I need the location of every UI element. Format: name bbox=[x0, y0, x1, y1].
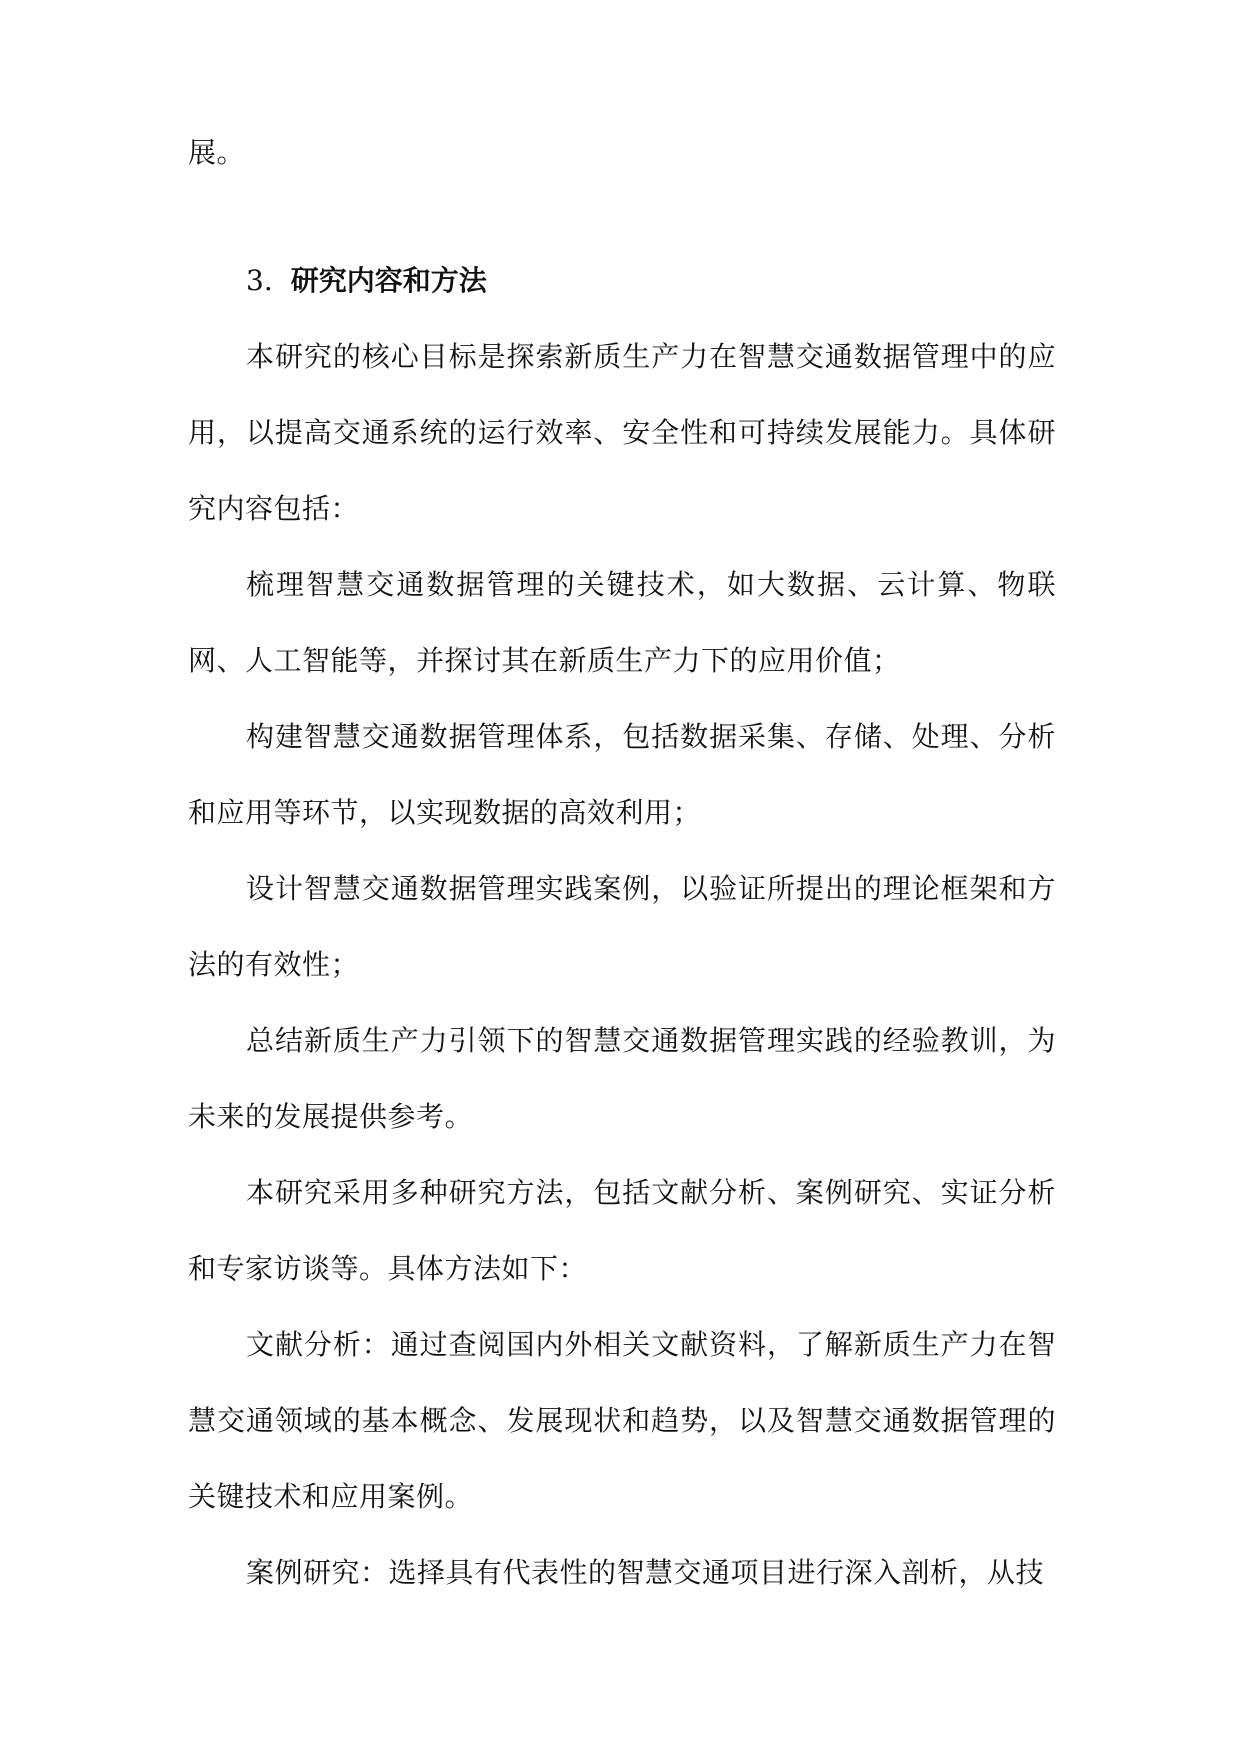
paragraph-management-system: 构建智慧交通数据管理体系，包括数据采集、存储、处理、分析和应用等环节，以实现数据的高效利用； bbox=[188, 720, 1056, 829]
paragraph-lessons-learned: 总结新质生产力引领下的智慧交通数据管理实践的经验教训，为未来的发展提供参考。 bbox=[188, 1024, 1056, 1133]
paragraph-research-goal: 本研究的核心目标是探索新质生产力在智慧交通数据管理中的应用，以提高交通系统的运行效率、安全性和可持续发展能力。具体研究内容包括： bbox=[188, 340, 1056, 525]
section-heading bbox=[246, 243, 487, 319]
section-title: 研究内容和方法 bbox=[290, 264, 487, 297]
paragraph-practice-cases: 设计智慧交通数据管理实践案例，以验证所提出的理论框架和方法的有效性； bbox=[188, 872, 1056, 981]
section-number: 3. bbox=[246, 264, 273, 297]
paragraph-research-methods: 本研究采用多种研究方法，包括文献分析、案例研究、实证分析和专家访谈等。具体方法如下： bbox=[188, 1176, 1056, 1285]
paragraph-literature-analysis: 文献分析：通过查阅国内外相关文献资料，了解新质生产力在智慧交通领域的基本概念、发展现状和趋势，以及智慧交通数据管理的关键技术和应用案例。 bbox=[188, 1328, 1056, 1513]
paragraph-case-study: 案例研究：选择具有代表性的智慧交通项目进行深入剖析，从技 bbox=[246, 1556, 1045, 1589]
paragraph-key-technologies: 梳理智慧交通数据管理的关键技术，如大数据、云计算、物联网、人工智能等，并探讨其在新质生产力下的应用价值； bbox=[188, 568, 1056, 677]
continued-paragraph: 展。 bbox=[188, 136, 246, 169]
